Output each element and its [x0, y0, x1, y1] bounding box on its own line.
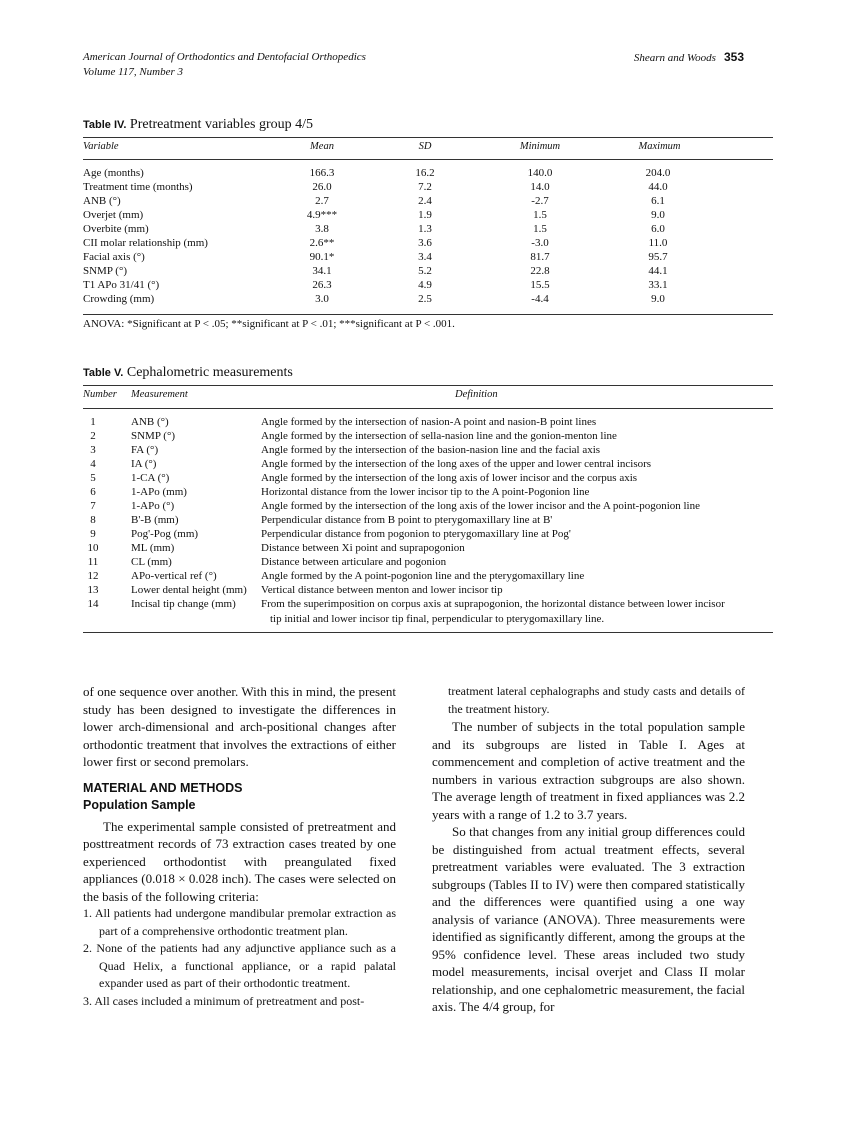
table5-cell: Angle formed by the intersection of nasion-A point and nasion-B point lines: [261, 416, 597, 428]
table5-row: [83, 555, 773, 569]
table4-row: [83, 236, 773, 250]
table4-cell: 15.5: [530, 279, 550, 291]
table5-cell: 13: [87, 584, 99, 596]
table4-row: [83, 278, 773, 292]
right-paragraph-1: The number of subjects in the total population sample and its subgroups are listed in Table I. Ages at commencement and completion of active treatment and the numbers in various extraction subgroups are also shown. The average length of treatment in fixed appliances was 2.2 years with a range of 1.2 to 3.7 years.: [432, 719, 745, 822]
table5-cell: 8: [90, 514, 96, 526]
table5-cell: Angle formed by the intersection of the long axes of the upper and lower central incisors: [261, 458, 652, 470]
table4-cell: 5.2: [418, 265, 432, 277]
criteria-item-1: 1. All patients had undergone mandibular premolar extraction as part of a comprehensive orthodontic treatment plan.: [83, 906, 396, 938]
table4-cell: 1.3: [418, 223, 432, 235]
table5-cell: Distance between Xi point and suprapogonion: [261, 542, 465, 554]
table5-bottom-rule: [83, 632, 773, 633]
table4-cell: 1.9: [418, 209, 432, 221]
table4-cell: Age (months): [83, 167, 144, 179]
table4-row: [83, 208, 773, 222]
table4-bottom-rule: [83, 314, 773, 315]
t4-col-maximum: Maximum: [638, 141, 681, 152]
table5-top-rule: [83, 385, 773, 386]
table5-cell: Angle formed by the intersection of the long axis of lower incisor and the corpus axis: [261, 472, 638, 484]
running-head: [634, 50, 744, 64]
table5-cell: ML (mm): [131, 542, 175, 554]
table5-cell: 11: [87, 556, 99, 568]
table5-row: [83, 443, 773, 457]
t5-row14-continuation: tip initial and lower incisor tip final, perpendicular to pterygomaxillary line.: [270, 613, 605, 625]
table5-caption: [83, 365, 293, 381]
right-column: [432, 683, 745, 1016]
subsection-heading: Population Sample: [83, 798, 196, 812]
criteria-item-3-continuation: treatment lateral cephalographs and study casts and details of the treatment history.: [448, 684, 745, 716]
table4-cell: SNMP (°): [83, 265, 128, 277]
table4-cell: 3.0: [315, 293, 329, 305]
table5-cell: 1: [90, 416, 96, 428]
table5-cell: 12: [87, 570, 99, 582]
table5-row: [83, 415, 773, 429]
table4-row: [83, 264, 773, 278]
t4-col-sd: SD: [418, 141, 432, 152]
table4-cell: 34.1: [312, 265, 332, 277]
table4-cell: 44.0: [648, 181, 668, 193]
table4-cell: 9.0: [651, 209, 665, 221]
table5-label: Table V.: [83, 367, 124, 379]
table4-cell: 16.2: [415, 167, 435, 179]
table4-cell: 3.8: [315, 223, 329, 235]
table5-cell: 9: [90, 528, 96, 540]
table5-cell: 1-APo (mm): [131, 486, 187, 498]
table4-cell: 1.5: [533, 223, 547, 235]
table4-cell: 140.0: [527, 167, 553, 179]
table5-cell: Incisal tip change (mm): [131, 598, 236, 610]
table5-cell: 6: [90, 486, 96, 498]
table5-row: [83, 429, 773, 443]
table5-cell: 4: [90, 458, 96, 470]
table4-cell: ANB (°): [83, 195, 121, 207]
table4-cell: 4.9: [418, 279, 432, 291]
table5-cell: SNMP (°): [131, 430, 176, 442]
table5-cell: 14: [87, 598, 99, 610]
table5-cell: B'-B (mm): [131, 514, 179, 526]
t4-col-mean: Mean: [310, 141, 334, 152]
table5-cell: Vertical distance between menton and lower incisor tip: [261, 584, 503, 596]
table4-cell: 3.6: [418, 237, 432, 249]
table5-cell: Angle formed by the intersection of sella-nasion line and the gonion-menton line: [261, 430, 617, 442]
table5-row: [83, 569, 773, 583]
table4-cell: 204.0: [645, 167, 671, 179]
table4-cell: 4.9***: [306, 209, 338, 221]
table5-cell: 1-CA (°): [131, 472, 170, 484]
table5-cell: Horizontal distance from the lower incisor tip to the A point-Pogonion line: [261, 486, 590, 498]
table5-row: [83, 541, 773, 555]
table5-row: [83, 499, 773, 513]
table4-cell: Overjet (mm): [83, 209, 144, 221]
table5-cell: From the superimposition on corpus axis at suprapogonion, the horizontal distance between lower incisor: [261, 598, 725, 610]
left-column: [83, 683, 396, 1010]
table4-cell: 81.7: [530, 251, 550, 263]
table5-row: [83, 513, 773, 527]
table4-cell: -4.4: [531, 293, 549, 305]
table4-cell: Crowding (mm): [83, 293, 155, 305]
table4-cell: 26.3: [312, 279, 332, 291]
table4-row: [83, 222, 773, 236]
table5-cell: Lower dental height (mm): [131, 584, 247, 596]
table4-header-rule: [83, 159, 773, 160]
t5-col-number: Number: [83, 389, 117, 400]
table4-cell: 2.6**: [309, 237, 335, 249]
table4-cell: 26.0: [312, 181, 332, 193]
table4-label: Table IV.: [83, 119, 127, 131]
table5-cell: 2: [90, 430, 96, 442]
journal-title: American Journal of Orthodontics and Dentofacial Orthopedics: [83, 51, 366, 63]
table5-row: [83, 457, 773, 471]
table4-cell: 14.0: [530, 181, 550, 193]
table4-cell: CII molar relationship (mm): [83, 237, 208, 249]
table4-row: [83, 180, 773, 194]
table4-row: [83, 292, 773, 306]
table5-cell: ANB (°): [131, 416, 169, 428]
table5-row: [83, 527, 773, 541]
table4-cell: T1 APo 31/41 (°): [83, 279, 160, 291]
t4-col-variable: Variable: [83, 141, 119, 152]
table4-cell: Treatment time (months): [83, 181, 193, 193]
table4-cell: 11.0: [648, 237, 668, 249]
left-paragraph-2: The experimental sample consisted of pretreatment and posttreatment records of 73 extraction cases treated by one experienced orthodontist with preangulated fixed appliances (0.018 × 0.028 inch). The cases were selected on the basis of the following criteria:: [83, 818, 396, 904]
table5-cell: FA (°): [131, 444, 159, 456]
page-number: 353: [723, 50, 744, 64]
table5-cell: 3: [90, 444, 96, 456]
table5-row: [83, 471, 773, 485]
table4-cell: 44.1: [648, 265, 668, 277]
table4-cell: 2.4: [418, 195, 432, 207]
table5-cell: Perpendicular distance from pogonion to pterygomaxillary line at Pog': [261, 528, 571, 540]
table4-cell: 166.3: [309, 167, 335, 179]
table4-row: [83, 166, 773, 180]
table4-cell: Overbite (mm): [83, 223, 149, 235]
authors: Shearn and Woods: [633, 52, 716, 64]
table5-title: Cephalometric measurements: [126, 365, 293, 380]
criteria-item-2: 2. None of the patients had any adjunctive appliance such as a Quad Helix, a functional appliance, or a rapid palatal expander used as part of their orthodontic treatment.: [83, 941, 396, 990]
table5-cell: 7: [90, 500, 96, 512]
table5-cell: Angle formed by the intersection of the basion-nasion line and the facial axis: [261, 444, 601, 456]
table5-cell: Angle formed by the A point-pogonion line and the pterygomaxillary line: [261, 570, 585, 582]
table4-cell: 95.7: [648, 251, 668, 263]
table4-cell: -3.0: [531, 237, 549, 249]
table4-cell: 9.0: [651, 293, 665, 305]
table4-cell: 6.0: [651, 223, 665, 235]
table4-title: Pretreatment variables group 4/5: [129, 117, 314, 132]
table5-row: [83, 583, 773, 597]
right-paragraph-2: So that changes from any initial group differences could be distinguished from actual treatment effects, several pretreatment variables were evaluated. The 3 extraction subgroups (Tables II to IV) were then compared statistically and the differences were quantified using a one way analysis of variance (ANOVA). Three measurements were identified as significantly different, among the groups at the 95% confidence level. These areas included two study model measurements, incisal overjet and Class II molar relationship, and one cephalometric measurement, the facial axis. The 4/4 group, for: [432, 824, 745, 1014]
table4-row: [83, 194, 773, 208]
left-paragraph-1: of one sequence over another. With this in mind, the present study has been designed to investigate the differences in lower arch-dimensional and arch-positional changes after orthodontic treatment that involves the extractions of either lower first or second premolars.: [83, 684, 396, 769]
table5-cell: IA (°): [131, 458, 157, 470]
table5-cell: Distance between articulare and pogonion: [261, 556, 447, 568]
table4-cell: 2.7: [315, 195, 329, 207]
table5-cell: 10: [87, 542, 99, 554]
table5-header-rule: [83, 408, 773, 409]
table4-footnote: ANOVA: *Significant at P < .05; **significant at P < .01; ***significant at P < .001.: [83, 318, 455, 330]
table5-cell: 1-APo (°): [131, 500, 175, 512]
table4-row: [83, 250, 773, 264]
table5-row: [83, 485, 773, 499]
table4-cell: Facial axis (°): [83, 251, 145, 263]
journal-volume: Volume 117, Number 3: [83, 66, 184, 78]
table4-cell: 3.4: [418, 251, 432, 263]
table4-cell: 1.5: [533, 209, 547, 221]
t5-col-measurement: Measurement: [131, 389, 188, 400]
table5-cell: 5: [90, 472, 96, 484]
table4-cell: 7.2: [418, 181, 432, 193]
table5-cell: CL (mm): [131, 556, 172, 568]
table5-cell: Perpendicular distance from B point to pterygomaxillary line at B': [261, 514, 553, 526]
table4-cell: 22.8: [530, 265, 550, 277]
t5-col-definition: Definition: [455, 389, 498, 400]
table4-cell: 33.1: [648, 279, 668, 291]
table4-top-rule: [83, 137, 773, 138]
table5-cell: APo-vertical ref (°): [131, 570, 217, 582]
section-heading: MATERIAL AND METHODS: [83, 780, 243, 795]
table4-cell: -2.7: [531, 195, 549, 207]
table4-cell: 6.1: [651, 195, 665, 207]
table4-cell: 2.5: [418, 293, 432, 305]
table5-cell: Pog'-Pog (mm): [131, 528, 199, 540]
table5-cell: Angle formed by the intersection of the long axis of the lower incisor and the A point-pogonion line: [261, 500, 700, 512]
table5-row: [83, 597, 773, 611]
table4-caption: [83, 117, 313, 133]
table4-cell: 90.1*: [309, 251, 335, 263]
t4-col-minimum: Minimum: [519, 141, 561, 152]
criteria-item-3: 3. All cases included a minimum of pretreatment and post-: [83, 993, 365, 1008]
